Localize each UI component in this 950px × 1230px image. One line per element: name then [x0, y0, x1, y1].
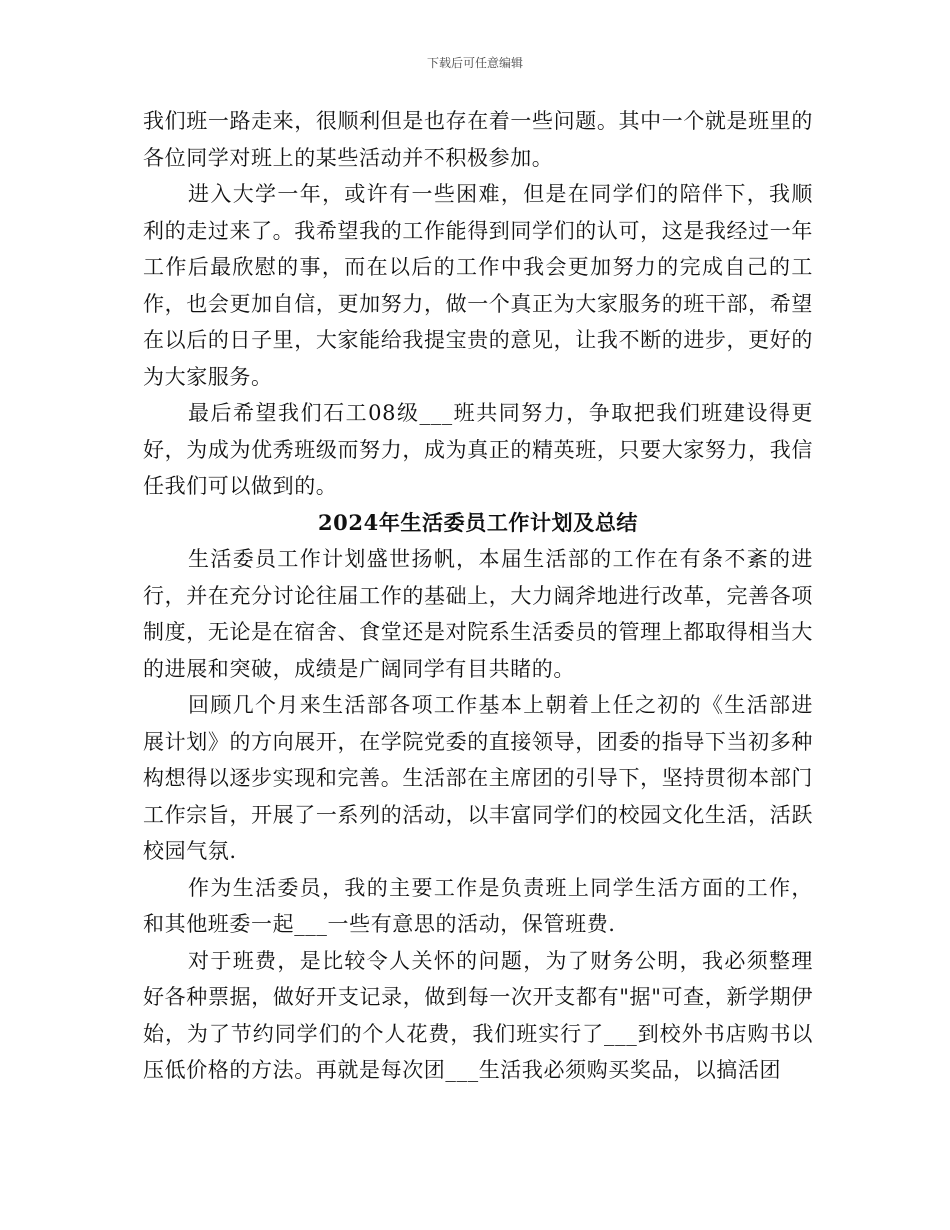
paragraph: 最后希望我们石工08级___班共同努力，争取把我们班建设得更好，为成为优秀班级而努力，成为真正的精英班，只要大家努力，我信任我们可以做到的。	[143, 401, 813, 498]
section-title: 2024年生活委员工作计划及总结	[317, 509, 639, 535]
paragraph: 进入大学一年，或许有一些困难，但是在同学们的陪伴下，我顺利的走过来了。我希望我的工作能得到同学们的认可，这是我经过一年工作后最欣慰的事，而在以后的工作中我会更加努力的完成自己的工作，也会更加自信，更加努力，做一个真正为大家服务的班干部，希望在以后的日子里，大家能给我提宝贵的意见，让我不断的进步，更好的为大家服务。	[143, 182, 813, 389]
paragraph: 对于班费，是比较令人关怀的问题，为了财务公明，我必须整理好各种票据，做好开支记录，做到每一次开支都有"据"可查，新学期伊始，为了节约同学们的个人花费，我们班实行了___到校外书店购书以压低价格的方法。再就是每次团___生活我必须购买奖品，以搞活团	[143, 948, 813, 1082]
paragraph: 回顾几个月来生活部各项工作基本上朝着上任之初的《生活部进展计划》的方向展开，在学院党委的直接领导，团委的指导下当初多种构想得以逐步实现和完善。生活部在主席团的引导下，坚持贯彻本部门工作宗旨，开展了一系列的活动，以丰富同学们的校园文化生活，活跃校园气氛.	[143, 693, 813, 863]
paragraph: 生活委员工作计划盛世扬帆，本届生活部的工作在有条不紊的进行，并在充分讨论往届工作的基础上，大力阔斧地进行改革，完善各项制度，无论是在宿舍、食堂还是对院系生活委员的管理上都取得相当大的进展和突破，成绩是广阔同学有目共睹的。	[143, 547, 813, 681]
paragraph: 作为生活委员，我的主要工作是负责班上同学生活方面的工作，和其他班委一起___一些有意思的活动，保管班费.	[143, 875, 813, 936]
paragraph: 我们班一路走来，很顺利但是也存在着一些问题。其中一个就是班里的各位同学对班上的某些活动并不积极参加。	[143, 109, 813, 170]
document-body	[143, 103, 813, 1089]
page-header: 下载后可任意编辑	[426, 56, 523, 70]
